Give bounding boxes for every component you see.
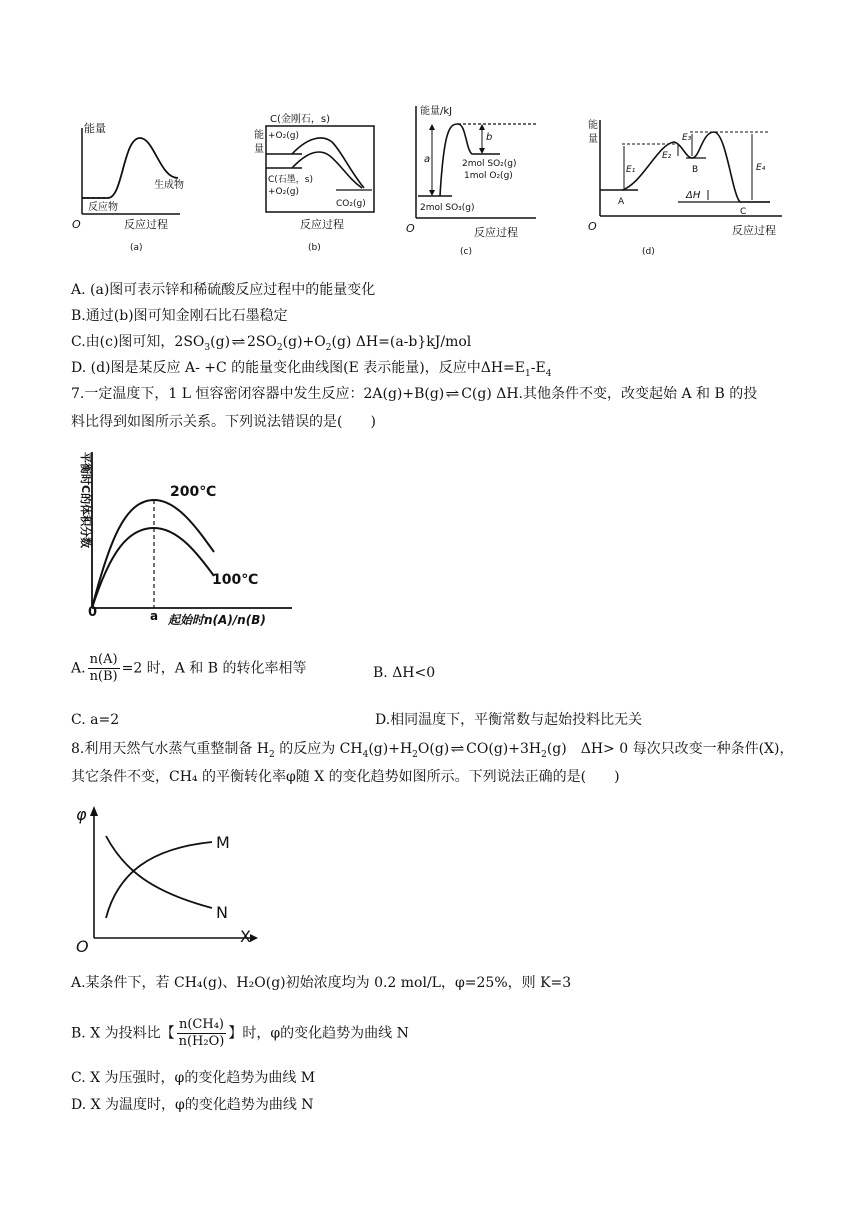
fig-d-b: B	[692, 165, 699, 175]
q7-graph-origin: 0	[88, 605, 98, 620]
fig-a-product: 生成物	[154, 180, 184, 191]
fig-b-top-label-2: +O₂(g)	[268, 131, 299, 141]
q7-a-post: =2 时，A 和 B 的转化率相等	[121, 660, 307, 677]
fig-d-ylabel-2: 量	[588, 134, 598, 145]
fig-d-c: C	[740, 207, 747, 217]
fig-b-graphite-1: C(石墨，s)	[268, 175, 313, 185]
q6-option-a: A. (a)图可表示锌和稀硫酸反应过程中的能量变化	[71, 282, 376, 298]
fig-b-xlabel: 反应过程	[300, 218, 344, 231]
fig-b-product: CO₂(g)	[336, 199, 366, 209]
q8-option-a: A.某条件下，若 CH₄(g)、H₂O(g)初始浓度均为 0.2 mol/L，φ=25%，则 K=3	[71, 975, 572, 991]
fig-a-origin: O	[72, 218, 81, 231]
q7-curve-100: 100℃	[212, 572, 259, 588]
q6-option-c: C.由(c)图可知，$2SO_3(g)\rightleftharpoons 2SO_2(g)+O_2(g)$ ΔH=(a-b}kJ/mol	[71, 334, 472, 353]
q7-line1-pre: 7.一定温度下，1 L 恒容密闭容器中发生反应：2A(g)+B(g)	[71, 386, 445, 402]
figure-b	[252, 108, 382, 258]
fig-d-xlabel: 反应过程	[732, 224, 776, 237]
fig-c-origin: O	[406, 222, 415, 235]
fig-d-e3: E₃	[682, 133, 692, 143]
q8-b-pre: B. X 为投料比【	[71, 1025, 175, 1042]
fig-b-caption: (b)	[308, 243, 321, 253]
q6-d-text: D. (d)图是某反应 A- +C 的能量变化曲线图(E 表示能量)，反应中ΔH=E	[71, 360, 526, 376]
q8-stem-line1: 8.利用天然气水蒸气重整制备 $H_2$ 的反应为 $CH_4(g)+H_2O(g)\rightleftharpoons CO(g)+3H_2(g)$ ΔH> 0 每次只改变一种条件(X)，	[71, 741, 794, 760]
q8-b-fraction	[177, 1017, 227, 1050]
q8-line1-post: (g)+3H	[488, 741, 542, 757]
fig-a-caption: (a)	[130, 243, 143, 253]
fig-a-ylabel: 能量	[84, 122, 106, 135]
q7-option-a: A. $\frac{n(A)}{n(B)}$ =2 时，A 和 B 的转化率相等	[71, 652, 307, 684]
fig-c-a: a	[424, 154, 431, 165]
fig-a-xlabel: 反应过程	[124, 218, 168, 231]
q8-line1-mid: 的反应为 CH	[274, 741, 363, 757]
q7-graph-tick-a: a	[150, 609, 159, 623]
fig-c-bottom: 2mol SO₃(g)	[420, 203, 475, 213]
fig-d-origin: O	[588, 220, 597, 233]
q8-line1-end: (g) ΔH> 0 每次只改变一种条件(X)，	[546, 741, 794, 757]
q8-line1-pre: 8.利用天然气水蒸气重整制备 H	[71, 741, 270, 757]
fig-d-caption: (d)	[642, 247, 655, 257]
equilibrium-arrow-icon: ⇌	[445, 387, 460, 402]
q6-c-end: (g) ΔH=(a-b}kJ/mol	[331, 334, 472, 350]
q7-stem-line2: 料比得到如图所示关系。下列说法错误的是( )	[71, 414, 376, 430]
figure-d	[582, 114, 788, 264]
q7-curve-200: 200℃	[170, 484, 217, 500]
q6-d-mid: -E	[530, 360, 546, 376]
fig-b-top-label-1: C(金刚石，s)	[270, 114, 330, 125]
figure-c	[404, 98, 544, 260]
q8-curve-n: N	[216, 903, 228, 922]
fig-d-a: A	[618, 197, 625, 207]
q7-option-d: D.相同温度下，平衡常数与起始投料比无关	[375, 712, 643, 728]
q8-stem-line2: 其它条件不变，CH₄ 的平衡转化率φ随 X 的变化趋势如图所示。下列说法正确的是( )	[71, 769, 620, 785]
fig-d-dh: ΔH	[686, 190, 701, 201]
fig-d-ylabel-1: 能	[588, 120, 598, 131]
q7-graph-xlabel: 起始时n(A)/n(B)	[168, 613, 266, 627]
q7-option-c: C. a=2	[71, 712, 120, 728]
q6-c-mid: 2SO	[246, 334, 277, 350]
q8-option-d: D. X 为温度时，φ的变化趋势为曲线 N	[71, 1097, 314, 1113]
q7-a-num: n(A)	[88, 652, 120, 669]
q8-graph	[72, 800, 272, 960]
fig-b-ylabel-2: 量	[254, 144, 264, 155]
q8-option-b	[71, 1017, 409, 1050]
fig-d-e1: E₁	[626, 165, 636, 175]
q7-option-b: B. ΔH<0	[373, 665, 436, 681]
q8-option-c: C. X 为压强时，φ的变化趋势为曲线 M	[71, 1070, 316, 1086]
equilibrium-arrow-icon: ⇌	[450, 742, 465, 757]
q6-c-post: (g)+O	[282, 334, 326, 350]
q7-a-fraction	[88, 652, 120, 685]
q7-line1-post: C(g) ΔH.其他条件不变，改变起始 A 和 B 的投	[461, 386, 758, 402]
q7-graph	[66, 448, 306, 634]
q6-c-pre: C.由(c)图可知，2SO	[71, 334, 205, 350]
q8-graph-xlabel: X	[240, 927, 251, 946]
fig-d-e2: E₂	[662, 151, 672, 161]
fig-c-caption: (c)	[460, 247, 472, 257]
equilibrium-arrow-icon: ⇌	[231, 335, 246, 350]
fig-d-e4: E₄	[756, 163, 766, 173]
q8-b-den: n(H₂O)	[178, 1034, 225, 1049]
q7-stem-line1	[71, 385, 757, 404]
q7-a-den: n(B)	[89, 669, 118, 684]
q7-graph-ylabel: 平衡时C的体积分数	[79, 452, 92, 549]
fig-c-b: b	[486, 132, 493, 143]
fig-c-ylabel: 能量/kJ	[420, 106, 453, 117]
fig-a-reactant: 反应物	[88, 202, 118, 213]
fig-c-top-2: 1mol O₂(g)	[464, 171, 513, 181]
q8-b-num: n(CH₄)	[177, 1017, 227, 1034]
q8-curve-m: M	[216, 833, 230, 852]
fig-c-xlabel: 反应过程	[474, 226, 518, 239]
q8-graph-ylabel: φ	[76, 805, 87, 824]
figure-a	[68, 118, 188, 258]
q8-graph-origin: O	[76, 937, 89, 956]
fig-b-ylabel-1: 能	[254, 130, 264, 141]
q6-option-d: D. (d)图是某反应 A- +C 的能量变化曲线图(E 表示能量)，反应中$\Delta H=E_1-E_4$	[71, 360, 552, 379]
fig-b-graphite-2: +O₂(g)	[268, 187, 299, 197]
q6-option-b: B.通过(b)图可知金刚石比石墨稳定	[71, 308, 288, 324]
q8-b-post: 】时，φ的变化趋势为曲线 N	[228, 1025, 409, 1042]
fig-c-top-1: 2mol SO₂(g)	[462, 159, 517, 169]
